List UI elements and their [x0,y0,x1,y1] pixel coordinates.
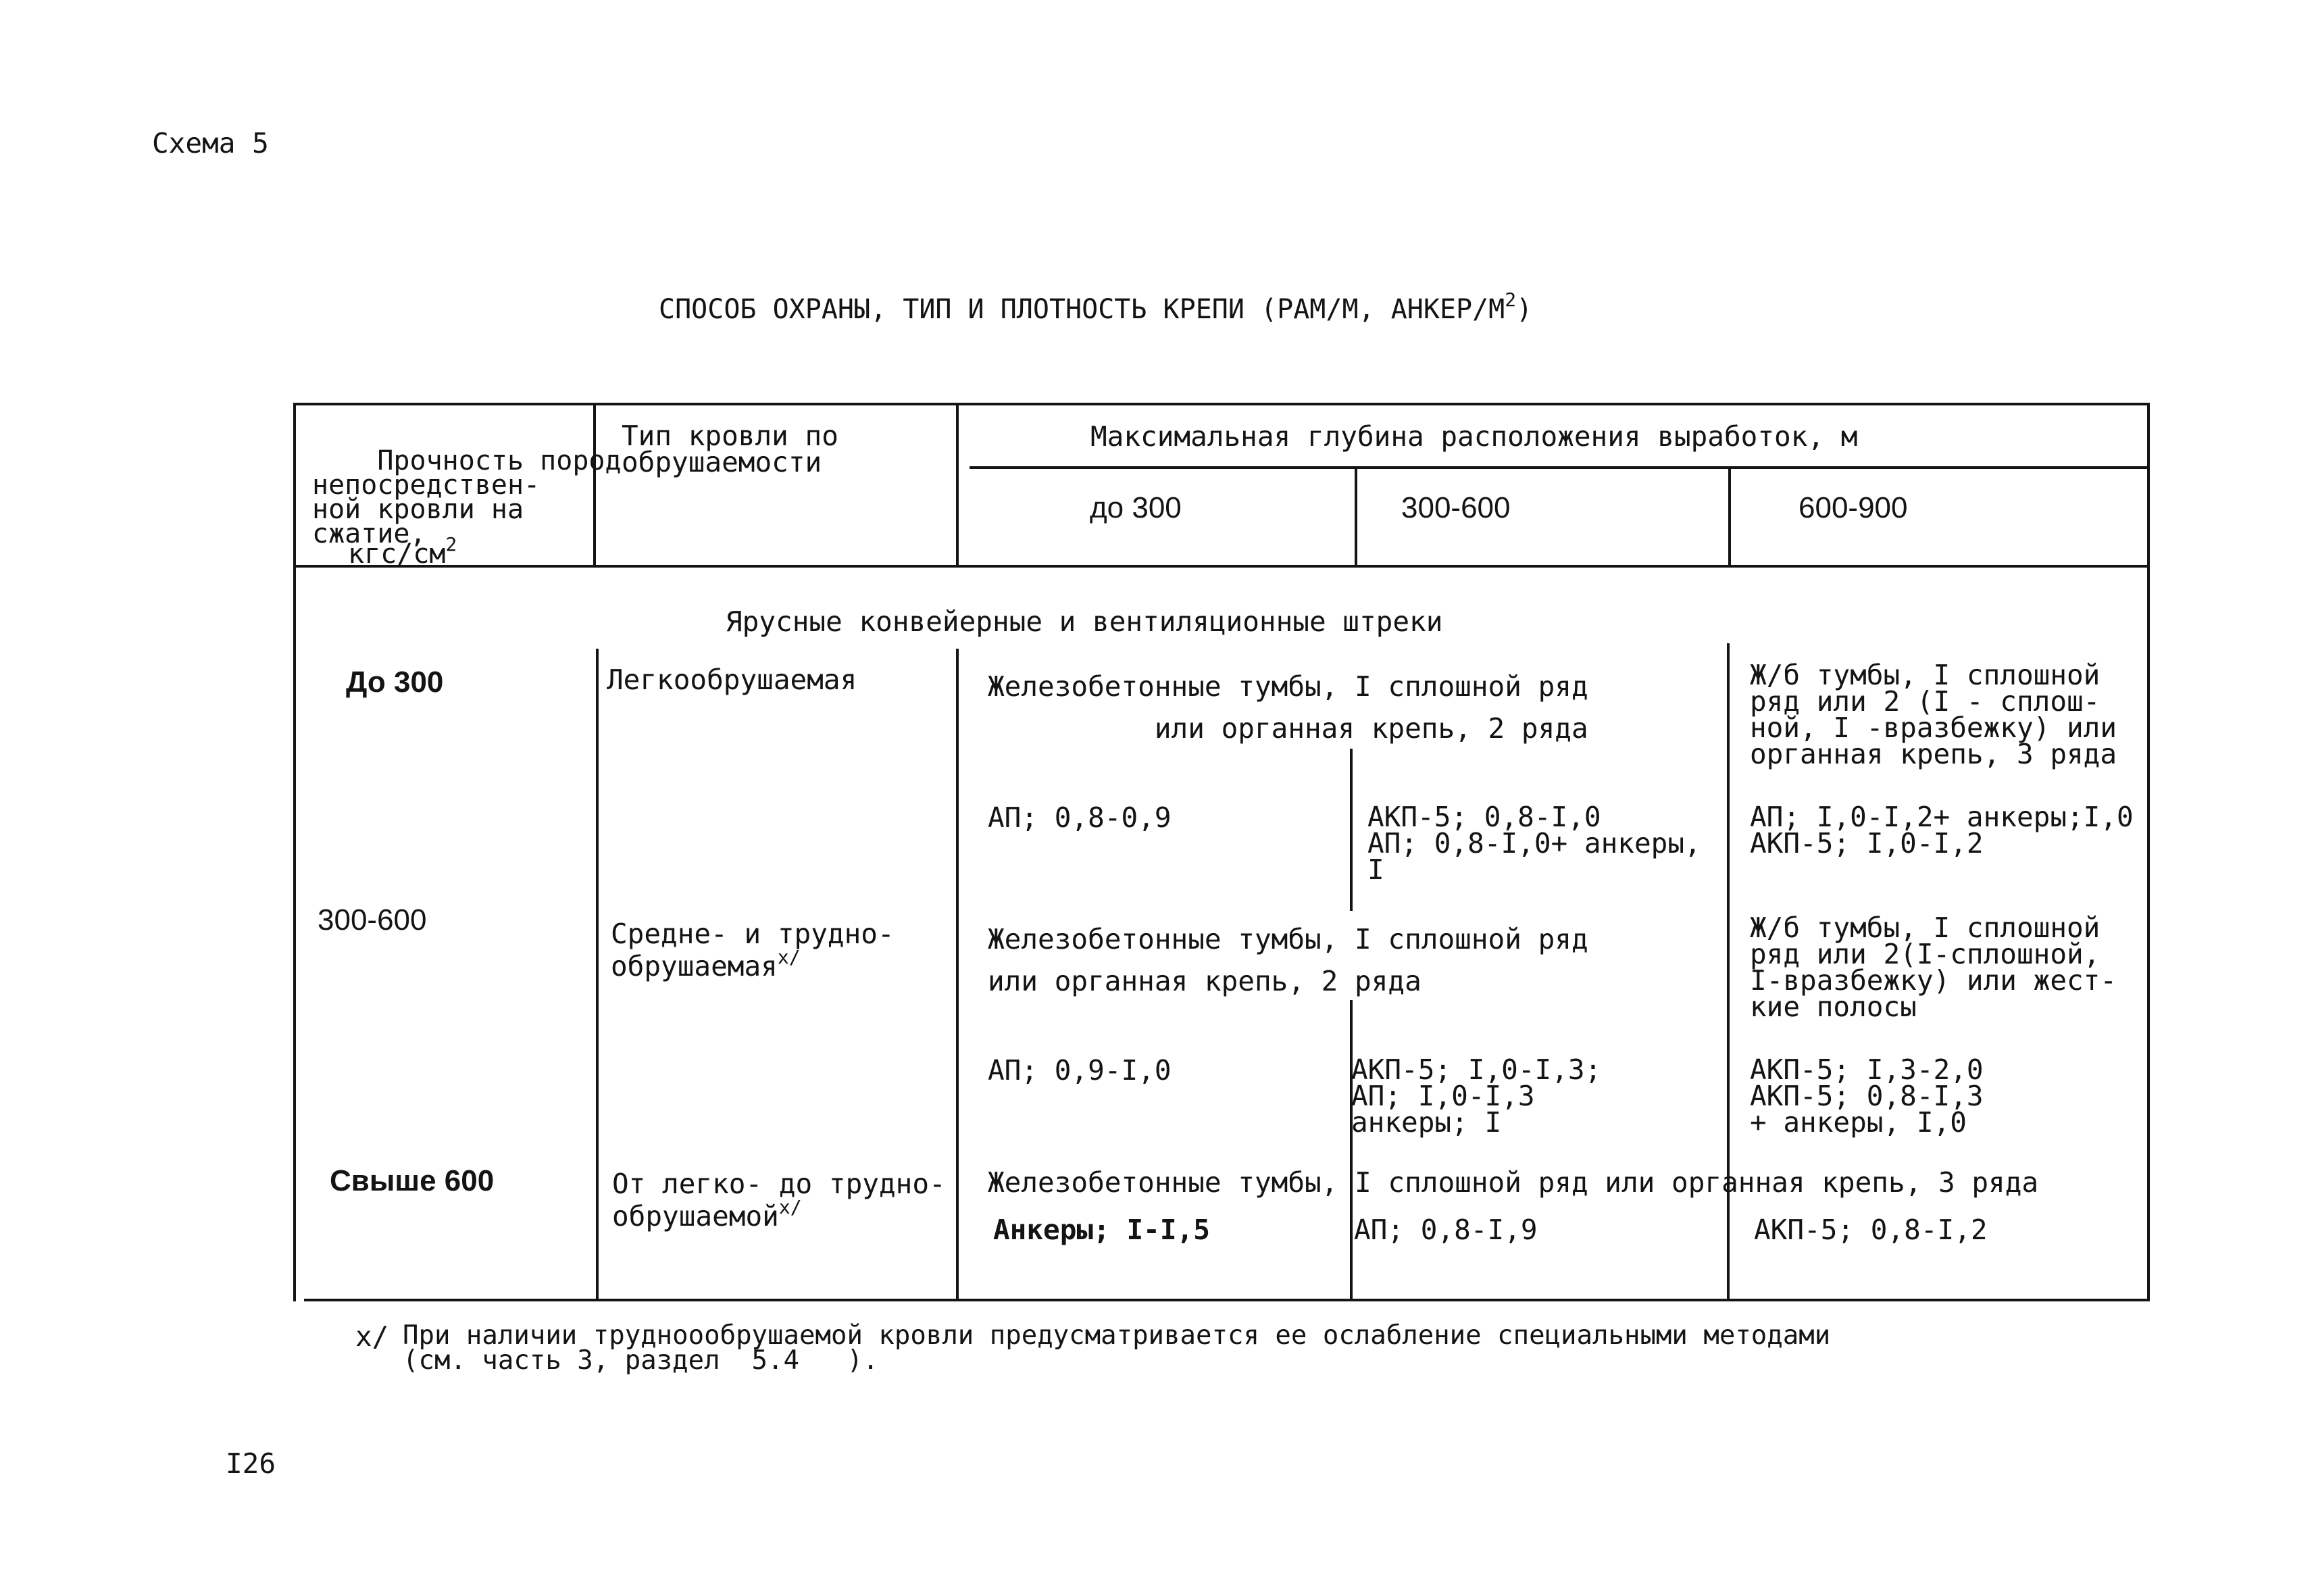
row1-anchor-300-600: АКП-5; 0,8-I,0 АП; 0,8-I,0+ анкеры, I [1367,801,1701,886]
row2-roof-type-text: Средне- и трудно- обрушаемая [611,918,895,982]
body-col2-divider [956,649,959,1300]
title-close: ) [1516,294,1533,325]
header-roof-type: Тип кровли по обрушаемости [622,420,838,478]
header-col2-divider [956,403,959,566]
row1-anchor-0-300: АП; 0,8-0,9 [988,801,1172,834]
scheme-label: Схема 5 [152,127,269,159]
body-col4-divider [1727,643,1730,1300]
table-border-bottom [304,1299,2150,1301]
row2-anchor-600-900: АКП-5; I,3-2,0 АКП-5; 0,8-I,3 + анкеры, I,0 [1750,1053,1984,1139]
header-depth-divider [970,466,2148,469]
header-col3-divider [1355,466,1357,566]
row1-support-text: Железобетонные тумбы, I сплошной ряд или органная крепь, 2 ряда [988,670,1588,745]
table-border-right [2147,403,2150,1301]
title-text: СПОСОБ ОХРАНЫ, ТИП И ПЛОТНОСТЬ КРЕПИ (РАМ/М, АНКЕР/М [659,294,1505,325]
body-col3-divider-b [1350,1000,1353,1300]
row2-support-600-900: Ж/б тумбы, I сплошной ряд или 2(I-сплошной, I-вразбежку) или жест- кие полосы [1750,912,2117,1023]
row2-anchor-0-300: АП; 0,9-I,0 [988,1054,1172,1087]
header-strength-text: Прочность пород непосредствен- ной кровли на сжатие, [312,445,622,549]
title-superscript: 2 [1505,289,1517,311]
header-depth-0-300: до 300 [1090,491,1182,524]
header-depth-group: Максимальная глубина расположения выработок, м [1090,420,1858,453]
page-title [659,291,1532,323]
header-unit-text: кгс/см [348,539,446,570]
row2-roof-type [611,920,895,980]
row1-roof-type: Легкообрушаемая [607,664,857,696]
header-depth-600-900: 600-900 [1799,491,1908,524]
row3-strength: Свыше 600 [330,1164,495,1197]
row3-roof-mark: x/ [778,1196,802,1218]
row1-support-600-900: Ж/б тумбы, I сплошной ряд или 2 (I - сплош- ной, I -вразбежку) или органная крепь, 3 ряда [1750,659,2117,770]
row3-roof-type [612,1170,946,1230]
body-col1-divider [596,649,599,1300]
row2-strength: 300-600 [318,903,427,937]
row3-anchor-0-300: Анкеры; I-I,5 [993,1214,1210,1246]
footnote-mark: x/ [355,1320,389,1353]
header-strength-unit [348,535,457,568]
row1-anchor-600-900: АП; I,0-I,2+ анкеры;I,0 АКП-5; I,0-I,2 [1750,801,2134,859]
row3-roof-type-text: От легко- до трудно- обрушаемой [612,1168,946,1232]
table-border-left [293,403,296,1301]
footnote-text: При наличии трудноообрушаемой кровли предусматривается ее ослабление специальными методами (см. часть 3, раздел 5.4 ). [403,1320,1831,1376]
page-number: I26 [226,1447,276,1480]
body-col3-divider-a [1350,749,1353,911]
header-col4-divider [1728,466,1731,566]
row3-anchor-300-600: АП; 0,8-I,9 [1354,1214,1538,1246]
row2-roof-mark: x/ [777,946,801,968]
header-depth-300-600: 300-600 [1401,491,1511,524]
section-title: Ярусные конвейерные и вентиляционные штреки [726,605,1443,638]
row2-anchor-300-600: АКП-5; I,0-I,3; АП; I,0-I,3 анкеры; I [1351,1053,1602,1139]
header-unit-superscript: 2 [445,533,457,555]
row2-support-text: Железобетонные тумбы, I сплошной ряд или органная крепь, 2 ряда [988,923,1588,997]
table-border-top [293,403,2150,405]
row3-support-text: Железобетонные тумбы, I сплошной ряд или органная крепь, 3 ряда [988,1166,2039,1199]
row3-anchor-600-900: АКП-5; 0,8-I,2 [1754,1214,1988,1246]
row1-strength: До 300 [346,666,444,699]
